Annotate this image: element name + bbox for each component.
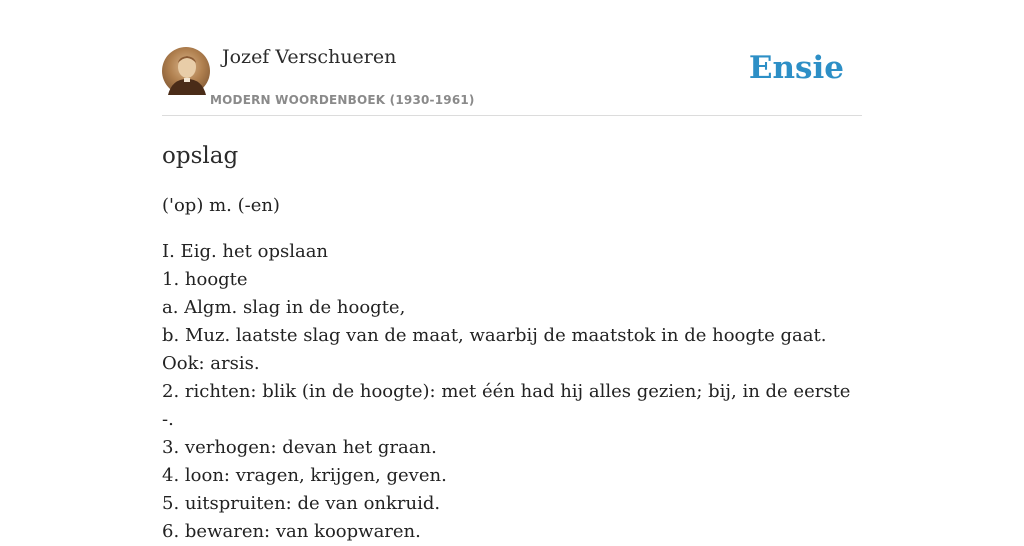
page bbox=[162, 0, 862, 546]
portrait-icon bbox=[162, 47, 210, 95]
definition-line: 2. richten: blik (in de hoogte): met één had hij alles gezien; bij, in de eerste -. bbox=[162, 381, 851, 430]
definition-line: 6. bewaren: van koopwaren. bbox=[162, 521, 421, 542]
definition-line: 1. hoogte bbox=[162, 269, 248, 290]
author-name[interactable]: Jozef Verschueren bbox=[222, 46, 397, 68]
definition-line: 4. loon: vragen, krijgen, geven. bbox=[162, 465, 447, 486]
definition-line: 3. verhogen: devan het graan. bbox=[162, 437, 437, 458]
header bbox=[162, 0, 862, 116]
definition-line: a. Algm. slag in de hoogte, bbox=[162, 297, 406, 318]
author-avatar[interactable] bbox=[162, 47, 210, 95]
definition-line: 5. uitspruiten: de van onkruid. bbox=[162, 493, 441, 514]
definition-line: I. Eig. het opslaan bbox=[162, 241, 329, 262]
entry-term: opslag bbox=[162, 143, 239, 169]
entry-definition bbox=[162, 238, 862, 546]
brand-logo[interactable]: Ensie bbox=[748, 50, 844, 86]
entry-pronunciation: ('op) m. (-en) bbox=[162, 195, 280, 216]
definition-line: b. Muz. laatste slag van de maat, waarbij de maatstok in de hoogte gaat. Ook: arsis. bbox=[162, 325, 827, 374]
source-label[interactable]: MODERN WOORDENBOEK (1930-1961) bbox=[210, 93, 475, 107]
